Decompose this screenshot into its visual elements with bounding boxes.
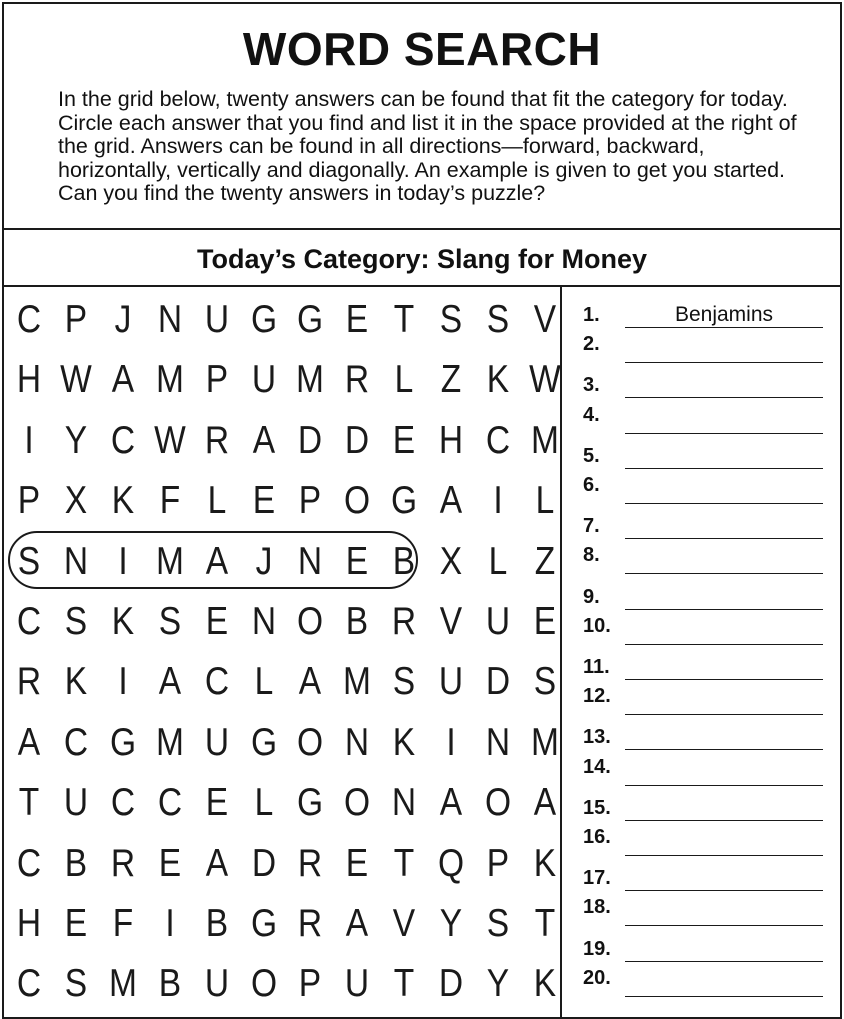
grid-cell[interactable]: I [446,720,456,764]
answer-number: 19. [583,937,611,960]
grid-cell[interactable]: A [158,660,181,704]
grid-cell[interactable]: L [207,479,226,523]
instructions-text: In the grid below, twenty answers can be found that fit the category for today. Circle each answer that you find and list it in the space provided at the right of the grid. Answers can be found in all directions—forward, backward, horizontally, vertically and diagonally. An example is given to get you started. Can you find the twenty answers in today’s puzzle? [58,87,797,205]
grid-cell[interactable]: T [534,902,556,945]
grid-cell[interactable]: E [346,298,369,341]
grid-cell[interactable]: I [165,902,175,945]
grid-cell[interactable]: C [204,660,229,704]
grid-cell[interactable]: S [64,600,88,643]
grid-cell[interactable]: M [530,418,559,462]
grid-cell[interactable]: G [250,298,277,341]
grid-cell[interactable]: T [393,962,415,1006]
grid-cell[interactable]: C [16,962,42,1006]
grid-cell[interactable]: U [485,600,511,643]
grid-cell[interactable]: S [158,600,181,643]
grid-cell[interactable]: S [439,298,463,341]
grid-cell[interactable]: M [155,539,184,583]
grid-cell[interactable]: A [533,781,557,825]
grid-cell[interactable]: X [64,479,88,523]
grid-cell[interactable]: C [110,418,135,462]
grid-cell[interactable]: O [297,600,324,643]
grid-cell[interactable]: N [63,539,88,583]
grid-cell[interactable]: Y [439,902,463,945]
grid-cell[interactable]: P [299,962,322,1006]
grid-cell[interactable]: S [17,539,41,583]
grid-cell[interactable]: M [155,720,184,764]
answer-number: 13. [583,726,611,749]
grid-cell[interactable]: E [346,841,369,885]
grid-cell[interactable]: K [533,841,557,885]
answer-line[interactable] [625,503,823,504]
grid-cell[interactable]: S [533,660,557,704]
answer-line[interactable] [625,362,823,363]
grid-cell[interactable]: O [484,781,512,825]
grid-cell[interactable]: L [394,358,414,402]
grid-cell[interactable]: N [485,720,511,764]
answer-line[interactable] [625,397,823,398]
grid-cell[interactable]: A [205,539,228,583]
grid-cell[interactable]: T [393,841,415,885]
answer-text: Benjamins [674,303,774,326]
answer-number: 9. [583,585,600,608]
grid-cell[interactable]: E [205,600,228,643]
grid-cell[interactable]: I [24,418,34,462]
answer-number: 3. [583,374,600,397]
grid-cell[interactable]: D [345,418,370,462]
grid-cell[interactable]: P [205,358,228,402]
grid-cell[interactable]: J [114,298,132,341]
grid-cell[interactable]: O [344,479,371,523]
grid-cell[interactable]: U [204,962,229,1006]
grid-cell[interactable]: M [296,358,325,402]
grid-cell[interactable]: G [250,720,277,764]
answer-line[interactable] [625,925,823,926]
answer-list [563,286,840,1017]
answer-number: 1. [583,304,600,326]
grid-cell[interactable]: N [345,720,370,764]
answer-line[interactable] [625,749,823,750]
example-circle [8,531,418,589]
answer-number: 10. [583,614,611,637]
grid-cell[interactable]: H [438,418,464,462]
grid-cell[interactable]: A [205,841,228,885]
grid-cell[interactable]: R [345,358,370,402]
grid-cell[interactable]: E [392,418,416,462]
answer-line[interactable] [625,538,823,539]
grid-cell[interactable]: C [110,781,135,825]
answer-line[interactable] [625,327,823,328]
answer-number: 12. [583,685,611,708]
grid-cell[interactable]: L [535,479,555,523]
grid-cell[interactable]: R [298,902,323,945]
grid-cell[interactable]: O [297,720,324,764]
grid-cell[interactable]: E [252,479,275,523]
grid-cell[interactable]: M [343,660,372,704]
grid-cell[interactable]: A [299,660,322,704]
grid-cell[interactable]: Y [486,962,510,1006]
grid-cell[interactable]: S [392,660,416,704]
grid-cell[interactable]: F [159,479,180,523]
grid-cell[interactable]: C [16,600,42,643]
grid-cell[interactable]: B [64,841,88,885]
grid-cell[interactable]: D [251,841,276,885]
grid-cell[interactable]: H [16,902,42,945]
grid-cell[interactable]: I [493,479,503,523]
grid-cell[interactable]: S [64,962,88,1006]
grid-cell[interactable]: A [111,358,134,402]
grid-cell[interactable]: D [298,418,323,462]
grid-cell[interactable]: Z [440,358,462,402]
answer-line[interactable] [625,573,823,574]
answer-line[interactable] [625,855,823,856]
grid-cell[interactable]: A [346,902,369,945]
grid-cell[interactable]: I [118,539,128,583]
answer-number: 20. [583,966,611,989]
grid-cell[interactable]: S [486,298,510,341]
grid-cell[interactable]: E [346,539,369,583]
answer-line[interactable] [625,785,823,786]
grid-cell[interactable]: U [204,298,229,341]
grid-cell[interactable]: X [439,539,463,583]
grid-cell[interactable]: R [110,841,135,885]
answer-number: 4. [583,403,600,426]
grid-cell[interactable]: R [392,600,417,643]
grid-cell[interactable]: E [205,781,228,825]
grid-cell[interactable]: L [254,781,273,825]
answer-line[interactable] [625,714,823,715]
grid-cell[interactable]: V [439,600,463,643]
grid-cell[interactable]: W [529,358,561,402]
grid-cell[interactable]: C [63,720,88,764]
grid-cell[interactable]: Y [64,418,88,462]
grid-cell[interactable]: L [254,660,273,704]
divider-top [4,228,840,230]
grid-cell[interactable]: K [64,660,88,704]
answer-number: 5. [583,444,600,467]
divider-vertical [560,286,562,1017]
grid-cell[interactable]: B [158,962,181,1006]
grid-cell[interactable]: M [108,962,137,1006]
grid-cell[interactable]: P [17,479,41,523]
grid-cell[interactable]: B [392,539,416,583]
answer-number: 14. [583,755,611,778]
answer-number: 11. [583,656,610,678]
grid-cell[interactable]: Q [438,841,465,885]
grid-cell[interactable]: G [109,720,136,764]
grid-cell[interactable]: K [486,358,510,402]
answer-number: 16. [583,826,611,848]
grid-cell[interactable]: P [299,479,322,523]
answer-line[interactable] [625,468,823,469]
grid-cell[interactable]: N [392,781,417,825]
answer-number: 8. [583,544,600,567]
grid-cell[interactable]: V [392,902,416,945]
answer-line[interactable] [625,890,823,891]
grid-cell[interactable]: R [16,660,42,704]
grid-cell[interactable]: U [204,720,229,764]
grid-cell[interactable]: A [439,781,463,825]
answer-number: 2. [583,333,600,356]
answer-line[interactable] [625,820,823,821]
grid-cell[interactable]: T [18,781,40,825]
grid-cell[interactable]: R [204,418,229,462]
grid-cell[interactable]: K [392,720,416,764]
grid-cell[interactable]: E [533,600,557,643]
grid-cell[interactable]: W [153,418,186,462]
grid-cell[interactable]: W [60,358,92,402]
grid-cell[interactable]: M [530,720,559,764]
grid-cell[interactable]: V [533,298,557,341]
grid-cell[interactable]: K [111,600,134,643]
grid-cell[interactable]: C [157,781,182,825]
grid-cell[interactable]: G [297,781,324,825]
grid-cell[interactable]: C [16,298,42,341]
grid-cell[interactable]: T [393,298,415,341]
puzzle-title: WORD SEARCH [242,23,602,75]
grid-cell[interactable]: C [485,418,511,462]
answer-number: 6. [583,474,600,496]
grid-cell[interactable]: N [298,539,323,583]
grid-cell[interactable]: R [298,841,323,885]
grid-cell[interactable]: P [486,841,510,885]
grid-cell[interactable]: H [16,358,42,402]
grid-cell[interactable]: D [438,962,464,1006]
grid-cell[interactable]: D [485,660,511,704]
grid-cell[interactable]: I [118,660,128,704]
grid-cell[interactable]: G [250,902,277,945]
grid-cell[interactable]: U [438,660,464,704]
grid-cell[interactable]: U [63,781,88,825]
letter-grid [4,286,560,1017]
grid-cell[interactable]: K [533,962,557,1006]
grid-cell[interactable]: G [391,479,418,523]
grid-cell[interactable]: N [157,298,182,341]
answer-line[interactable] [625,679,823,680]
answer-number: 18. [583,896,611,919]
grid-cell[interactable]: E [64,902,88,945]
answer-line[interactable] [625,961,823,962]
grid-cell[interactable]: U [345,962,370,1006]
grid-cell[interactable]: A [439,479,463,523]
grid-cell[interactable]: M [155,358,184,402]
grid-cell[interactable]: F [112,902,134,945]
grid-cell[interactable]: Z [534,539,556,583]
grid-cell[interactable]: O [250,962,277,1006]
grid-cell[interactable]: J [255,539,272,583]
answer-number: 17. [583,867,611,890]
grid-cell[interactable]: L [488,539,508,583]
category-heading: Today’s Category: Slang for Money [196,244,648,274]
grid-cell[interactable]: N [251,600,276,643]
grid-cell[interactable]: B [205,902,228,945]
grid-cell[interactable]: B [346,600,369,643]
answer-line[interactable] [625,644,823,645]
grid-cell[interactable]: A [252,418,275,462]
answer-line[interactable] [625,609,823,610]
grid-cell[interactable]: U [251,358,276,402]
grid-cell[interactable]: P [64,298,88,341]
grid-cell[interactable]: O [344,781,371,825]
answer-number: 15. [583,796,611,819]
grid-cell[interactable]: S [486,902,510,945]
answer-number: 7. [583,515,600,538]
puzzle-frame [2,2,842,1019]
answer-line[interactable] [625,433,823,434]
grid-cell[interactable]: K [111,479,134,523]
grid-cell[interactable]: C [16,841,42,885]
grid-cell[interactable]: E [158,841,181,885]
answer-line[interactable] [625,996,823,997]
grid-cell[interactable]: A [17,720,41,764]
grid-cell[interactable]: G [297,298,324,341]
